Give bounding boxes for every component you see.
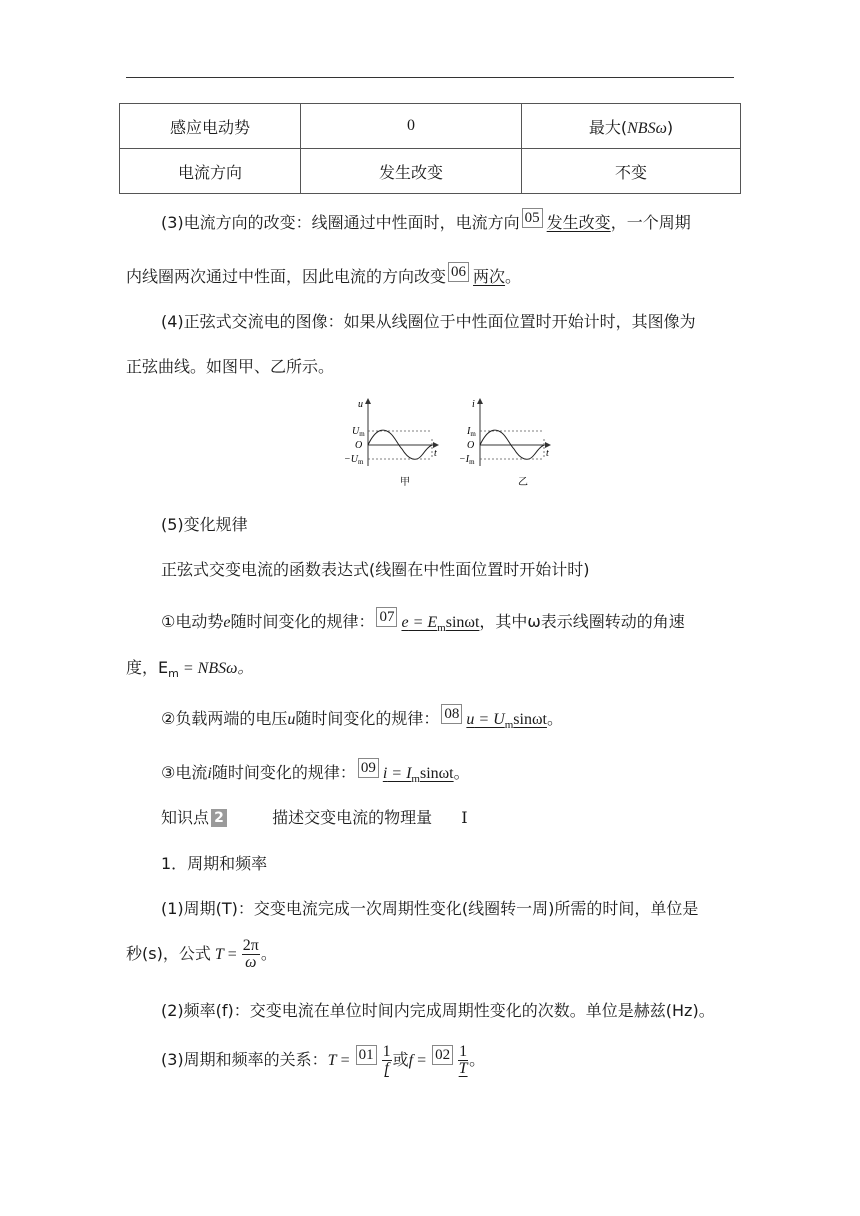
rule-2: ②负载两端的电压u随时间变化的规律： 08 $u = U_m\sin\omega t$。 <box>161 706 563 732</box>
relation-line: (3)周期和频率的关系：T = 01 $\frac{1}{f}$ 或f = 02 $\frac{1}{T}$ 。 <box>161 1043 486 1077</box>
paragraph-3-line1: (3)电流方向的改变：线圈通过中性面时，电流方向 05 发生改变，一个周期 <box>161 210 691 232</box>
bottom-label: −I <box>459 454 470 465</box>
table-row <box>120 149 741 194</box>
svg-text:−Im: $-I_m$ <box>459 454 475 466</box>
graph-right <box>459 399 550 488</box>
ylabel-u: u <box>358 399 363 410</box>
table-cell: 不变 <box>522 149 741 194</box>
answer-box-05: 05 <box>522 208 543 228</box>
table-cell: 感应电动势 <box>120 104 301 149</box>
rule-1-line1: ①电动势e随时间变化的规律： 07 $e = E_m\sin\omega t$，其中ω表示线圈转动的角速 <box>161 609 685 635</box>
answer-box-07: 07 <box>376 607 397 627</box>
table-cell: 最大(NBSω) <box>522 104 741 149</box>
answer-box-08: 08 <box>441 704 462 724</box>
answer-08: $u = U_m\sin\omega t$ <box>466 711 547 732</box>
table-cell: 发生改变 <box>301 149 522 194</box>
answer-07: $e = E_m\sin\omega t$ <box>401 614 480 635</box>
knowledge-point-2-heading: 知识点 2 描述交变电流的物理量 Ⅰ <box>161 808 468 827</box>
paragraph-4-line1: (4)正弦式交流电的图像：如果从线圈位于中性面位置时开始计时，其图像为 <box>161 312 696 331</box>
top-label: I <box>467 426 471 437</box>
paragraph-3-line2: 内线圈两次通过中性面，因此电流的方向改变 06 两次。 <box>126 264 522 286</box>
caption-jia: 甲 <box>400 477 410 488</box>
answer-05: 发生改变 <box>546 213 611 232</box>
knowledge-point-title: 描述交变电流的物理量 <box>272 808 433 827</box>
answer-01: $\frac{1}{f}$ <box>382 1043 391 1077</box>
answer-box-02: 02 <box>432 1045 453 1065</box>
answer-box-06: 06 <box>448 262 469 282</box>
table-row <box>120 104 741 149</box>
knowledge-point-badge: 2 <box>211 809 227 827</box>
rule-3: ③电流i随时间变化的规律： 09 $i = I_m\sin\omega t$。 <box>161 760 470 786</box>
origin-label: O <box>467 440 475 451</box>
origin-label: O <box>355 440 363 451</box>
ylabel-i: i <box>472 399 475 410</box>
frequency-line: (2)频率(f)：交变电流在单位时间内完成周期性变化的次数。单位是赫兹(Hz)。 <box>161 1001 715 1020</box>
svg-text:−Um: $-U_m$ <box>344 454 364 466</box>
xlabel-t: t <box>546 448 549 459</box>
period-formula-fraction: $\frac{2\pi}{\omega}$ <box>242 937 259 971</box>
section-1-title: 1．周期和频率 <box>161 854 268 873</box>
svg-text:Im: $I_m$ <box>467 426 476 438</box>
xlabel-t: t <box>434 448 437 459</box>
table-cell: 电流方向 <box>120 149 301 194</box>
bottom-label: −U <box>344 454 358 465</box>
answer-06: 两次 <box>473 267 506 286</box>
caption-yi: 乙 <box>518 477 528 488</box>
period-line2: 秒(s)，公式 T = $\frac{2\pi}{\omega}$ 。 <box>126 937 277 971</box>
period-line1: (1)周期(T)：交变电流完成一次周期性变化(线圈转一周)所需的时间，单位是 <box>161 899 699 918</box>
level-mark: Ⅰ <box>461 810 468 827</box>
paragraph-5-intro: 正弦式交变电流的函数表达式(线圈在中性面位置时开始计时) <box>161 560 590 579</box>
header-rule <box>126 77 734 78</box>
answer-09: $i = I_m\sin\omega t$ <box>382 765 454 786</box>
answer-02: $\frac{1}{T}$ <box>458 1043 468 1077</box>
answer-box-09: 09 <box>358 758 379 778</box>
svg-text:Um: $U_m$ <box>352 426 365 438</box>
graph-left <box>344 399 438 488</box>
paragraph-4-line2: 正弦曲线。如图甲、乙所示。 <box>126 357 335 376</box>
sine-figures <box>340 393 560 493</box>
paragraph-5-title: (5)变化规律 <box>161 515 248 534</box>
rule-1-line2: 度，$E_m = NBS\omega$。 <box>126 658 254 681</box>
property-table <box>119 103 741 194</box>
table-cell: 0 <box>301 104 522 149</box>
top-label: U <box>352 426 360 437</box>
answer-box-01: 01 <box>356 1045 377 1065</box>
